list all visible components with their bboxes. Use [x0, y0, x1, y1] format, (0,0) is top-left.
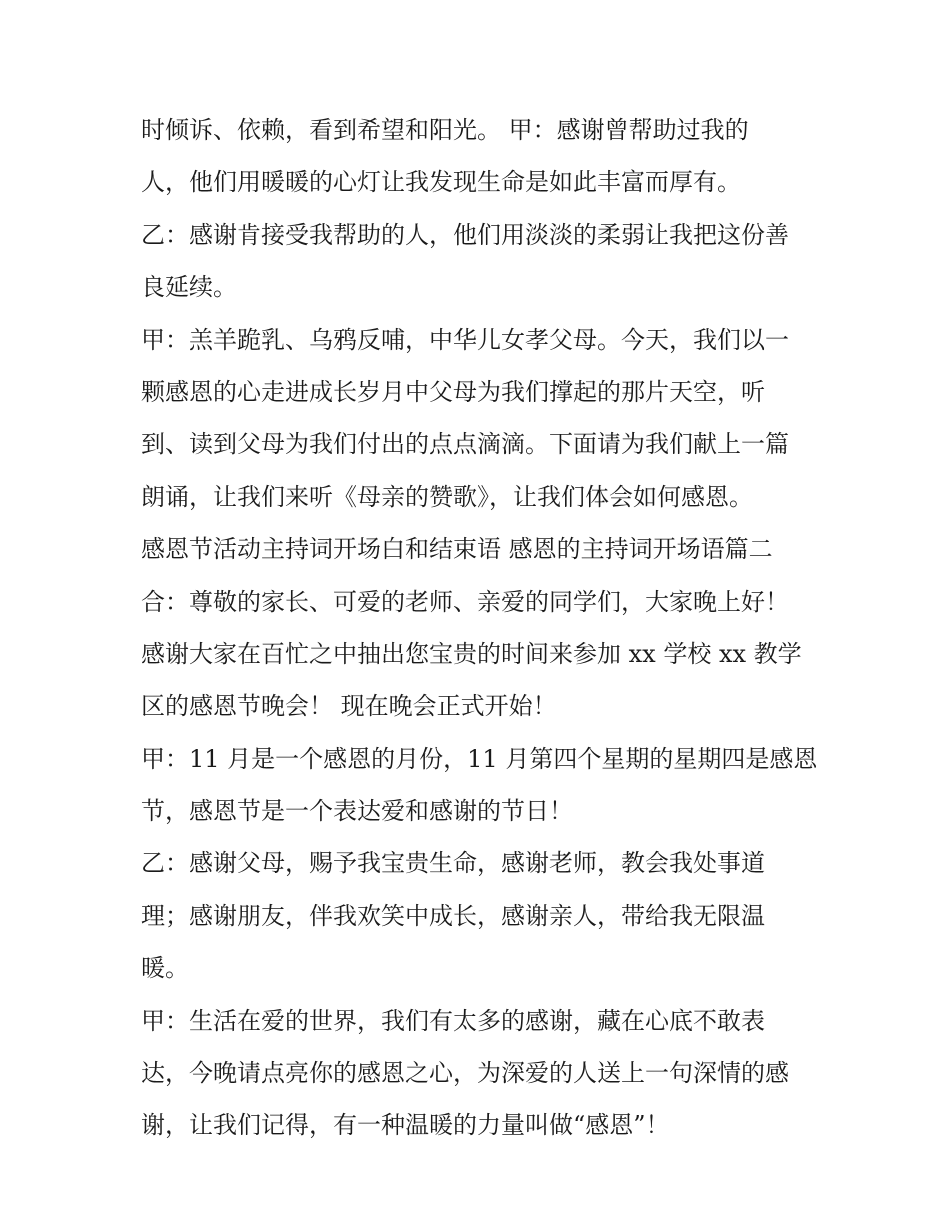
text-line: 感谢大家在百忙之中抽出您宝贵的时间来参加 xx 学校 xx 教学: [141, 639, 802, 668]
text-line: 甲：11 月是一个感恩的月份，11 月第四个星期的星期四是感恩: [141, 744, 818, 773]
text-line: 达，今晚请点亮你的感恩之心，为深爱的人送上一句深情的感: [141, 1059, 789, 1088]
text-line: 合：尊敬的家长、可爱的老师、亲爱的同学们，大家晚上好！: [141, 587, 789, 616]
text-line: 谢，让我们记得，有一种温暖的力量叫做“感恩”！: [141, 1111, 670, 1140]
text-line: 乙：感谢肯接受我帮助的人，他们用淡淡的柔弱让我把这份善: [141, 220, 789, 249]
text-line: 人，他们用暖暖的心灯让我发现生命是如此丰富而厚有。: [141, 168, 741, 197]
text-line: 到、读到父母为我们付出的点点滴滴。下面请为我们献上一篇: [141, 430, 789, 459]
text-line: 暖。: [141, 954, 189, 983]
text-line: 朗诵，让我们来听《母亲的赞歌》，让我们体会如何感恩。: [141, 482, 753, 511]
text-line: 节，感恩节是一个表达爱和感谢的节日！: [141, 797, 573, 826]
text-line: 时倾诉、依赖，看到希望和阳光。 甲：感谢曾帮助过我的: [141, 116, 749, 144]
text-line: 颗感恩的心走进成长岁月中父母为我们撑起的那片天空，听: [141, 377, 765, 406]
text-line: 甲：生活在爱的世界，我们有太多的感谢，藏在心底不敢表: [141, 1006, 765, 1035]
document-body: [141, 108, 821, 1156]
text-line: 甲：羔羊跪乳、乌鸦反哺，中华儿女孝父母。今天，我们以一: [141, 325, 789, 354]
text-line: 区的感恩节晚会！ 现在晚会正式开始！: [141, 692, 557, 721]
text-line: 乙：感谢父母，赐予我宝贵生命，感谢老师，教会我处事道: [141, 849, 765, 878]
text-line: 感恩节活动主持词开场白和结束语 感恩的主持词开场语篇二: [141, 535, 773, 564]
text-line: 良延续。: [141, 273, 237, 302]
text-line: 理；感谢朋友，伴我欢笑中成长，感谢亲人，带给我无限温: [141, 901, 765, 930]
